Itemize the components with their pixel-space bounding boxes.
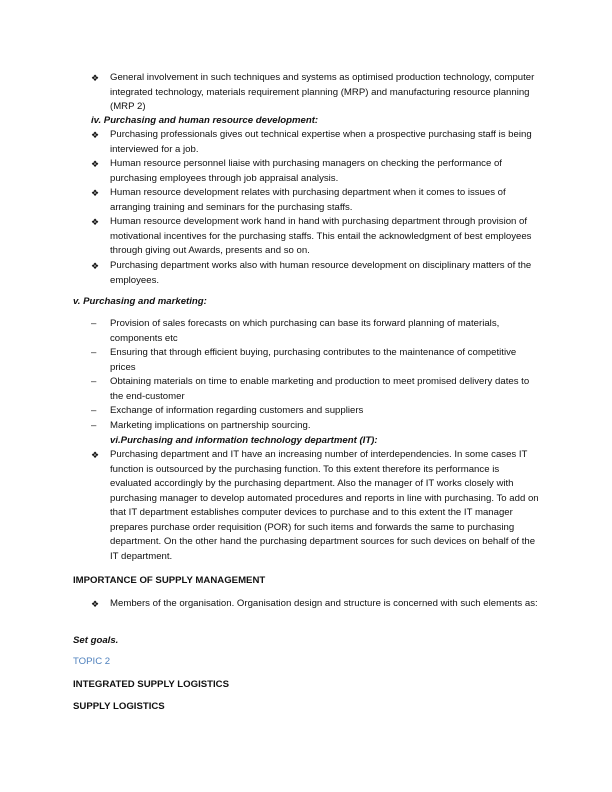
bullet-text: Purchasing department and IT have an increasing number of interdependencies. In some cases IT function is outsourced by the purchasing function. To this extent therefore its performance is evaluated accordingly by the purchasing department. Also the manager of IT works closely with purchasing manager to develop automated procedures and reports in line with purchasing. To add on that IT department establishes computer devices to purchase and to this extent the IT manager prepares purchase order requisition (POR) for such items and forwards the same to purchasing department. On the other hand the purchasing department sources for such devices on behalf of the IT department.	[110, 449, 539, 562]
bullet-text: Members of the organisation. Organisation design and structure is concerned with such elements as:	[110, 598, 538, 609]
bullet-item	[91, 128, 542, 157]
dash-item	[91, 419, 542, 434]
dash-item	[91, 404, 542, 419]
bullet-text: Human resource development relates with purchasing department when it comes to issues of arranging training and seminars for the purchasing staffs.	[110, 187, 506, 213]
bullet-item	[91, 157, 542, 186]
heading-iv: iv. Purchasing and human resource development:	[91, 115, 319, 126]
diamond-bullet-icon: ❖	[91, 450, 100, 460]
diamond-bullet-icon: ❖	[91, 261, 100, 271]
diamond-bullet-icon: ❖	[91, 73, 100, 83]
bullet-item	[91, 215, 542, 259]
dash-text: Provision of sales forecasts on which purchasing can base its forward planning of materials, components etc	[110, 318, 500, 344]
diamond-bullet-icon: ❖	[91, 130, 100, 140]
bullet-text: Purchasing professionals gives out technical expertise when a prospective purchasing staff is being interviewed for a job.	[110, 129, 532, 155]
bullet-text: General involvement in such techniques and systems as optimised production technology, computer integrated technology, materials requirement planning (MRP) and manufacturing resource planning (MRP 2)	[110, 72, 535, 112]
heading-integrated: INTEGRATED SUPPLY LOGISTICS	[73, 679, 230, 690]
dash-text: Marketing implications on partnership sourcing.	[110, 420, 311, 431]
diamond-bullet-icon: ❖	[91, 159, 100, 169]
dash-item	[91, 317, 542, 346]
bullet-item	[91, 448, 542, 564]
heading-supply-logistics: SUPPLY LOGISTICS	[73, 701, 165, 712]
diamond-bullet-icon: ❖	[91, 599, 100, 609]
dash-item	[91, 375, 542, 404]
dash-item	[91, 346, 542, 375]
bullet-text: Human resource development work hand in hand with purchasing department through provision of motivational incentives for the purchasing staffs. This entail the acknowledgment of best employees through giving out Awards, presents and so on.	[110, 216, 532, 256]
bullet-text: Purchasing department works also with human resource development on disciplinary matters of the employees.	[110, 260, 532, 286]
dash-bullet-icon: –	[91, 347, 97, 358]
diamond-bullet-icon: ❖	[91, 217, 100, 227]
bullet-item	[91, 259, 542, 288]
topic-heading: TOPIC 2	[73, 656, 111, 667]
bullet-item	[91, 186, 542, 215]
diamond-bullet-icon: ❖	[91, 188, 100, 198]
dash-bullet-icon: –	[91, 376, 97, 387]
dash-bullet-icon: –	[91, 318, 97, 329]
bullet-text: Human resource personnel liaise with purchasing managers on checking the performance of purchasing employees through job appraisal analysis.	[110, 158, 502, 184]
set-goals: Set goals.	[73, 635, 119, 646]
heading-vi: vi.Purchasing and information technology department (IT):	[110, 435, 378, 446]
dash-bullet-icon: –	[91, 405, 97, 416]
heading-importance: IMPORTANCE OF SUPPLY MANAGEMENT	[73, 575, 266, 586]
dash-text: Exchange of information regarding customers and suppliers	[110, 405, 364, 416]
bullet-item	[91, 71, 542, 115]
bullet-item	[91, 597, 542, 612]
heading-v: v. Purchasing and marketing:	[73, 296, 207, 307]
dash-bullet-icon: –	[91, 420, 97, 431]
dash-text: Obtaining materials on time to enable marketing and production to meet promised delivery dates to the end-customer	[110, 376, 530, 402]
dash-text: Ensuring that through efficient buying, purchasing contributes to the maintenance of competitive prices	[110, 347, 517, 373]
